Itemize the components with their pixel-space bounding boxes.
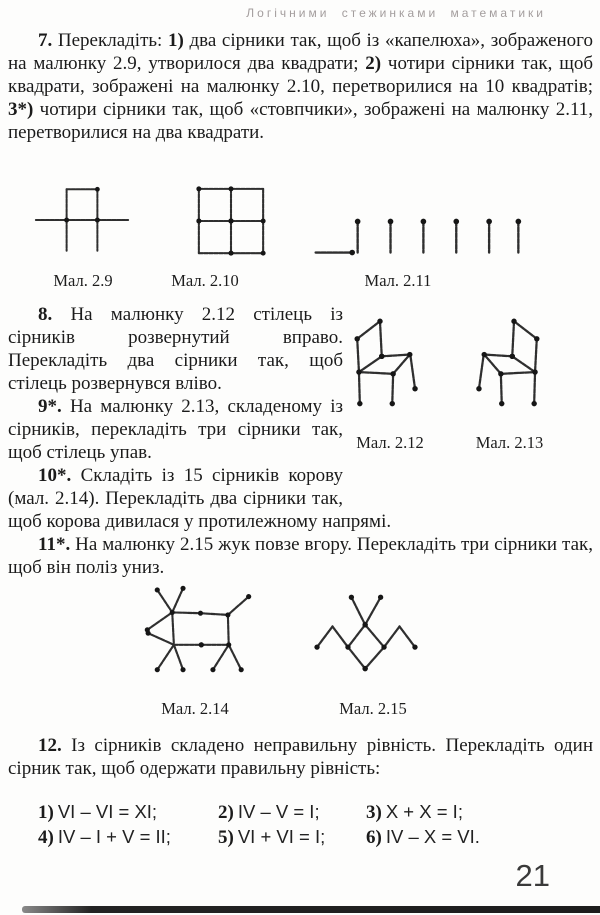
problem-11-text: 11*. На малюнку 2.15 жук повзе вгору. Перекладіть три сірники так, щоб він поліз униз. <box>8 534 593 578</box>
problem-7-text: 7. Перекладіть: 1) два сірники так, щоб із «капелюха», зображеного на малюнку 2.9, утворилося два квадрати; 2) чотири сірники так, щоб квадрати, зображені на малюнку 2.10, перетворилися на 10 квадратів; 3*) чотири сірники так, щоб «стовпчики», зображені на малюнку 2.11, перетворилися на два квадрати. <box>8 30 593 143</box>
figure-2-9-caption: Мал. 2.9 <box>53 271 113 290</box>
figure-2-12-caption: Мал. 2.12 <box>356 433 424 452</box>
problem-10-text: 10*. Складіть із 15 сірників корову (мал. 2.14). Перекладіть два сірники так, щоб корова дивилася у протилежному напрямі. <box>8 465 392 532</box>
figure-2-11-columns <box>312 214 522 265</box>
running-title: Логічними стежинками математики <box>246 6 546 20</box>
figure-2-13-chair-left <box>463 316 551 413</box>
figure-2-10-grid <box>186 176 276 271</box>
equation-item: 4) IV – I + V = II; <box>38 826 171 848</box>
page-bottom-edge <box>22 906 600 913</box>
problem-8-text: 8. На малюнку 2.12 стілець із сірників розвернутий вправо. Перекладіть два сірники так, щоб стілець розвернувся вліво. <box>8 304 343 394</box>
equations-row-1 <box>8 801 593 826</box>
figure-2-10-caption: Мал. 2.10 <box>171 271 239 290</box>
figure-2-12-chair-right <box>343 316 431 413</box>
figure-2-11-caption: Мал. 2.11 <box>364 271 432 290</box>
figure-2-15-caption: Мал. 2.15 <box>339 699 407 718</box>
problem-12-text: 12. Із сірників складено неправильну рівність. Перекладіть один сірник так, щоб одержати правильну рівність: <box>8 735 593 779</box>
page-number: 21 <box>515 858 550 893</box>
figure-2-14-cow <box>118 580 268 693</box>
problem-9-text: 9*. На малюнку 2.13, складеному із сірників, перекладіть три сірники так, щоб стілець упав. <box>8 396 343 463</box>
figure-2-13-caption: Мал. 2.13 <box>475 433 544 452</box>
figure-2-14-caption: Мал. 2.14 <box>161 699 229 718</box>
figure-2-9-hat <box>32 180 132 262</box>
equation-item: 5) VI + VI = I; <box>218 826 326 848</box>
equation-item: 6) IV – X = VI. <box>366 826 480 848</box>
equations-row-2 <box>8 826 593 851</box>
figure-2-15-beetle <box>305 585 427 685</box>
equation-item: 3) X + X = I; <box>366 801 463 823</box>
equation-item: 1) VI – VI = XI; <box>38 801 158 823</box>
equation-item: 2) IV – V = I; <box>218 801 320 823</box>
